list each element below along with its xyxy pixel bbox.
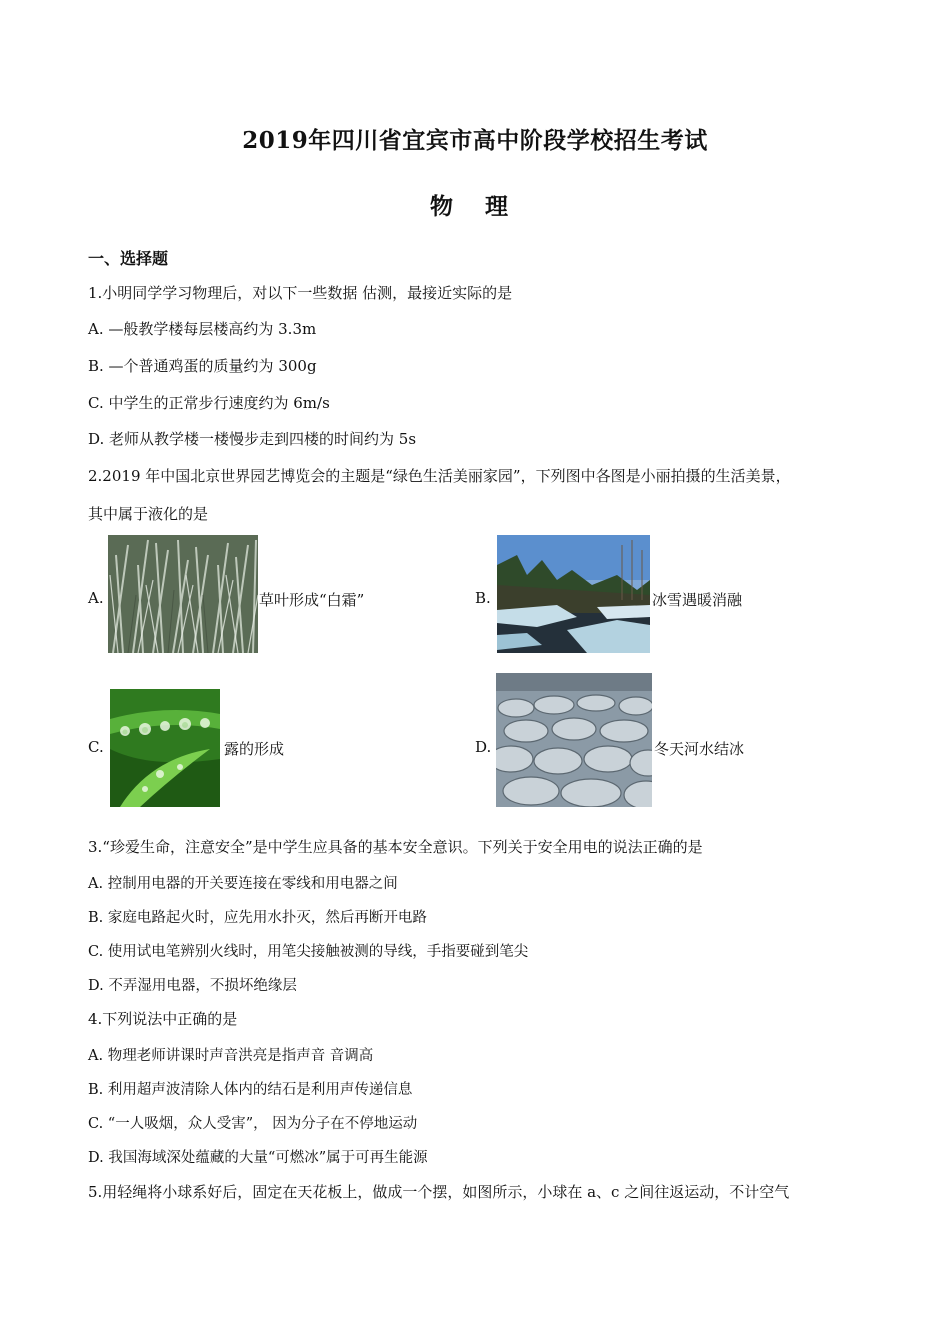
q4-stem: 4.下列说法中正确的是 (88, 1010, 238, 1028)
q3-stem: 3.“珍爱生命，注意安全”是中学生应具备的基本安全意识。下列关于安全用电的说法正确的是 (88, 838, 703, 856)
q3-option-d: D. 不弄湿用电器，不损坏绝缘层 (88, 978, 297, 994)
frost-grass-image (108, 535, 258, 653)
q3-option-a: A. 控制用电器的开关要连接在零线和用电器之间 (88, 876, 398, 892)
q3-option-c: C. 使用试电笔辨别火线时，用笔尖接触被测的导线，手指要碰到笔尖 (88, 944, 529, 960)
q1-stem: 1.小明同学学习物理后，对以下一些数据 估测，最接近实际的是 (88, 284, 513, 302)
q1-option-c: C. 中学生的正常步行速度约为 6m/s (88, 394, 330, 412)
q1-option-b: B. —个普通鸡蛋的质量约为 300g (88, 357, 317, 375)
q5-stem: 5.用轻绳将小球系好后，固定在天花板上，做成一个摆，如图所示，小球在 a、c 之间往返运动，不计空气 (88, 1183, 790, 1201)
q2-option-a-caption: 草叶形成“白霜” (259, 591, 365, 609)
q4-option-c: C. “一人吸烟，众人受害”， 因为分子在不停地运动 (88, 1116, 418, 1132)
q1-option-d: D. 老师从教学楼一楼慢步走到四楼的时间约为 5s (88, 430, 417, 448)
q2-stem-line1: 2.2019 年中国北京世界园艺博览会的主题是“绿色生活美丽家园”，下列图中各图是小丽拍摄的生活美景， (88, 467, 791, 485)
melting-river-image (497, 535, 650, 653)
exam-title: 2019年四川省宜宾市高中阶段学校招生考试 (242, 127, 708, 154)
q4-option-a: A. 物理老师讲课时声音洪亮是指声音 音调高 (88, 1048, 374, 1064)
frozen-river-image (496, 673, 652, 807)
section-heading: 一、选择题 (88, 249, 169, 268)
q2-option-b-letter: B. (475, 589, 491, 607)
dew-image (110, 689, 220, 807)
q2-option-d-caption: 冬天河水结冰 (654, 740, 745, 758)
q4-option-b: B. 利用超声波清除人体内的结石是利用声传递信息 (88, 1082, 413, 1098)
q2-option-c-caption: 露的形成 (224, 740, 285, 758)
q2-option-c-letter: C. (88, 738, 104, 756)
q4-option-d: D. 我国海域深处蕴藏的大量“可燃冰”属于可再生能源 (88, 1150, 428, 1166)
q2-option-a-letter: A. (88, 589, 104, 607)
q2-stem-line2: 其中属于液化的是 (88, 505, 209, 523)
subject-title: 物 理 (429, 193, 520, 220)
q3-option-b: B. 家庭电路起火时，应先用水扑灭，然后再断开电路 (88, 910, 427, 926)
q1-option-a: A. —般教学楼每层楼高约为 3.3m (88, 320, 317, 338)
q2-option-b-caption: 冰雪遇暖消融 (652, 591, 743, 609)
q2-option-d-letter: D. (475, 738, 492, 756)
